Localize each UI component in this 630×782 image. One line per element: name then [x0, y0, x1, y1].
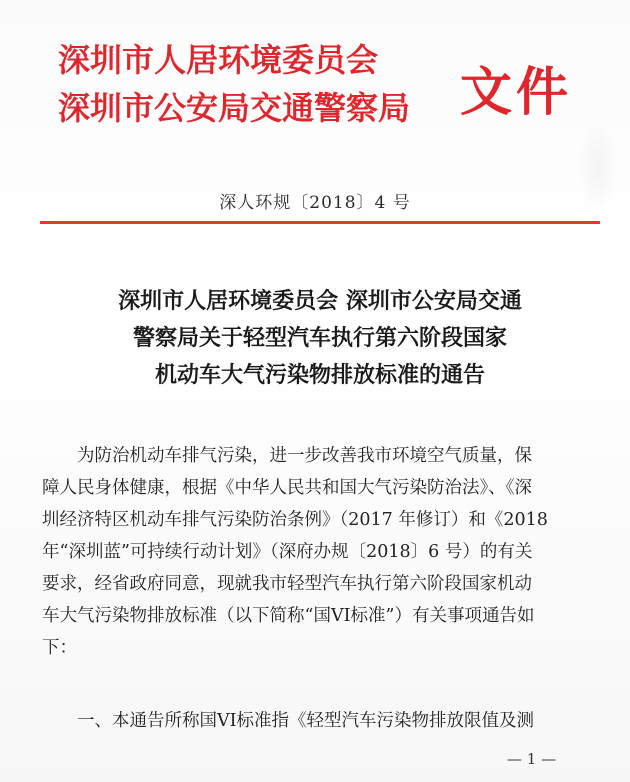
body-line: 要求，经省政府同意，现就我市轻型汽车执行第六阶段国家机动 [42, 574, 532, 594]
red-separator-line [40, 221, 600, 224]
body-line: 下： [42, 638, 77, 658]
issuing-org-1: 深圳市人居环境委员会 [58, 41, 379, 79]
title-line: 深圳市人居环境委员会 深圳市公安局交通 [118, 289, 522, 314]
body-line: 车大气污染物排放标准（以下简称“国VI标准”）有关事项通告如 [42, 606, 535, 626]
body-line: 年“深圳蓝”可持续行动计划》（深府办规〔2018〕6 号）的有关 [42, 542, 533, 562]
page-number: — 1 — [507, 750, 557, 768]
title-line: 机动车大气污染物排放标准的通告 [154, 363, 485, 388]
issuing-org-2: 深圳市公安局交通警察局 [58, 89, 411, 127]
document-number: 深人环规〔2018〕4 号 [219, 193, 411, 213]
clause-one [42, 705, 602, 737]
body-line: 为防治机动车排气污染，进一步改善我市环境空气质量，保 [77, 446, 532, 466]
notice-title [40, 283, 600, 394]
notice-body-paragraph [42, 440, 597, 664]
body-line: 圳经济特区机动车排气污染防治条例》（2017 年修订）和《2018 [42, 510, 548, 530]
clause-one-text: 一、本通告所称国VI标准指《轻型汽车污染物排放限值及测 [77, 711, 535, 731]
title-line: 警察局关于轻型汽车执行第六阶段国家 [132, 326, 507, 351]
body-line: 障人民身体健康，根据《中华人民共和国大气污染防治法》、《深 [42, 478, 532, 498]
document-type-word: 文件 [460, 62, 573, 123]
issuing-organizations [58, 36, 448, 132]
